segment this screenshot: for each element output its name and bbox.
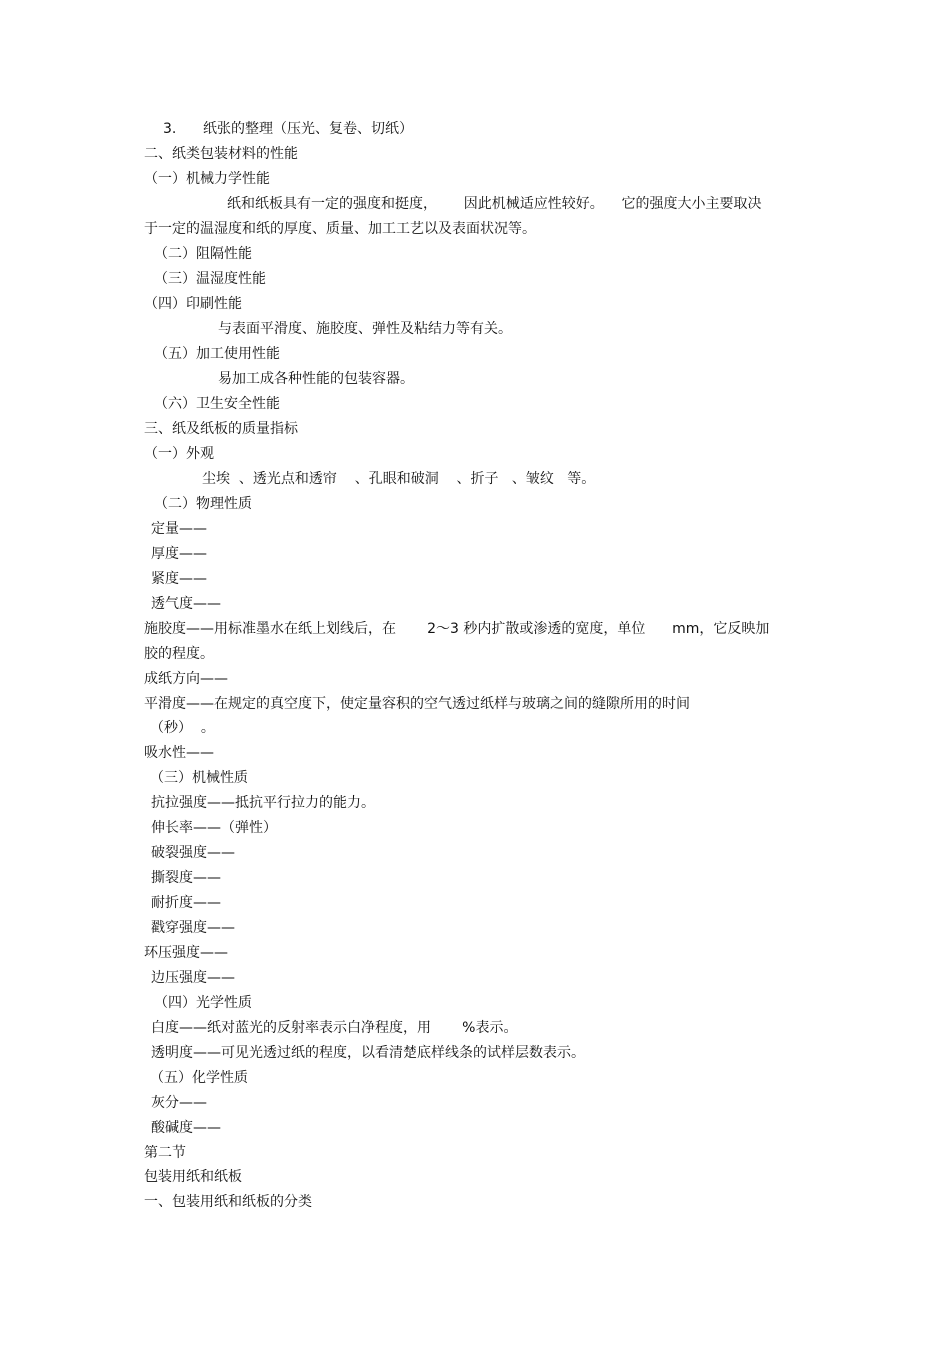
- subsection-heading: （六）卫生安全性能: [154, 396, 280, 412]
- subsection-heading: （三）温湿度性能: [154, 271, 266, 287]
- subsection-heading: （四）印刷性能: [144, 296, 242, 312]
- list-item: 耐折度——: [151, 895, 221, 911]
- section-heading: 一、包装用纸和纸板的分类: [144, 1194, 312, 1210]
- subsection-heading: （一）外观: [144, 446, 214, 462]
- list-item: 定量——: [151, 521, 207, 537]
- list-item: 透气度——: [151, 596, 221, 612]
- section-heading: 三、纸及纸板的质量指标: [144, 421, 298, 437]
- subsection-heading: （五）加工使用性能: [154, 346, 280, 362]
- list-item: 抗拉强度——抵抗平行拉力的能力。: [151, 795, 375, 811]
- subsection-heading: （二）物理性质: [154, 496, 252, 512]
- section-heading: 二、纸类包装材料的性能: [144, 146, 298, 162]
- subsection-heading: （四）光学性质: [154, 995, 252, 1011]
- list-item: 戳穿强度——: [151, 920, 235, 936]
- chapter-title: 包装用纸和纸板: [144, 1169, 242, 1185]
- paragraph-line: 于一定的温湿度和纸的厚度、质量、加工工艺以及表面状况等。: [144, 221, 536, 237]
- list-item: 白度——纸对蓝光的反射率表示白净程度，用 %表示。: [151, 1020, 518, 1036]
- paragraph-line: （秒） 。: [150, 720, 215, 736]
- list-item: 酸碱度——: [151, 1120, 221, 1136]
- paragraph-line: 易加工成各种性能的包装容器。: [218, 371, 414, 387]
- list-item: 边压强度——: [151, 970, 235, 986]
- list-item: 环压强度——: [144, 945, 228, 961]
- paragraph-line: 与表面平滑度、施胶度、弹性及粘结力等有关。: [218, 321, 512, 337]
- list-item: 吸水性——: [144, 745, 214, 761]
- subsection-heading: （一）机械力学性能: [144, 171, 270, 187]
- subsection-heading: （三）机械性质: [150, 770, 248, 786]
- list-item: 撕裂度——: [151, 870, 221, 886]
- paragraph-line: 尘埃 、透光点和透帘 、孔眼和破洞 、折子 、皱纹 等。: [202, 471, 596, 487]
- text-line: 3. 纸张的整理（压光、复卷、切纸）: [163, 121, 414, 137]
- paragraph-line: 胶的程度。: [144, 646, 214, 662]
- subsection-heading: （五）化学性质: [150, 1070, 248, 1086]
- list-item: 厚度——: [151, 546, 207, 562]
- list-item: 破裂强度——: [151, 845, 235, 861]
- paragraph-line: 纸和纸板具有一定的强度和挺度， 因此机械适应性较好。 它的强度大小主要取决: [227, 196, 762, 212]
- list-item: 透明度——可见光透过纸的程度，以看清楚底样线条的试样层数表示。: [151, 1045, 585, 1061]
- list-item: 成纸方向——: [144, 671, 228, 687]
- paragraph-line: 施胶度——用标准墨水在纸上划线后，在 2～3 秒内扩散或渗透的宽度，单位 mm，它反映加: [144, 621, 770, 637]
- list-item: 灰分——: [151, 1095, 207, 1111]
- paragraph-line: 平滑度——在规定的真空度下，使定量容积的空气透过纸样与玻璃之间的缝隙所用的时间: [144, 696, 690, 712]
- subsection-heading: （二）阻隔性能: [154, 246, 252, 262]
- list-item: 紧度——: [151, 571, 207, 587]
- chapter-heading: 第二节: [144, 1145, 186, 1161]
- list-item: 伸长率——（弹性）: [151, 820, 277, 836]
